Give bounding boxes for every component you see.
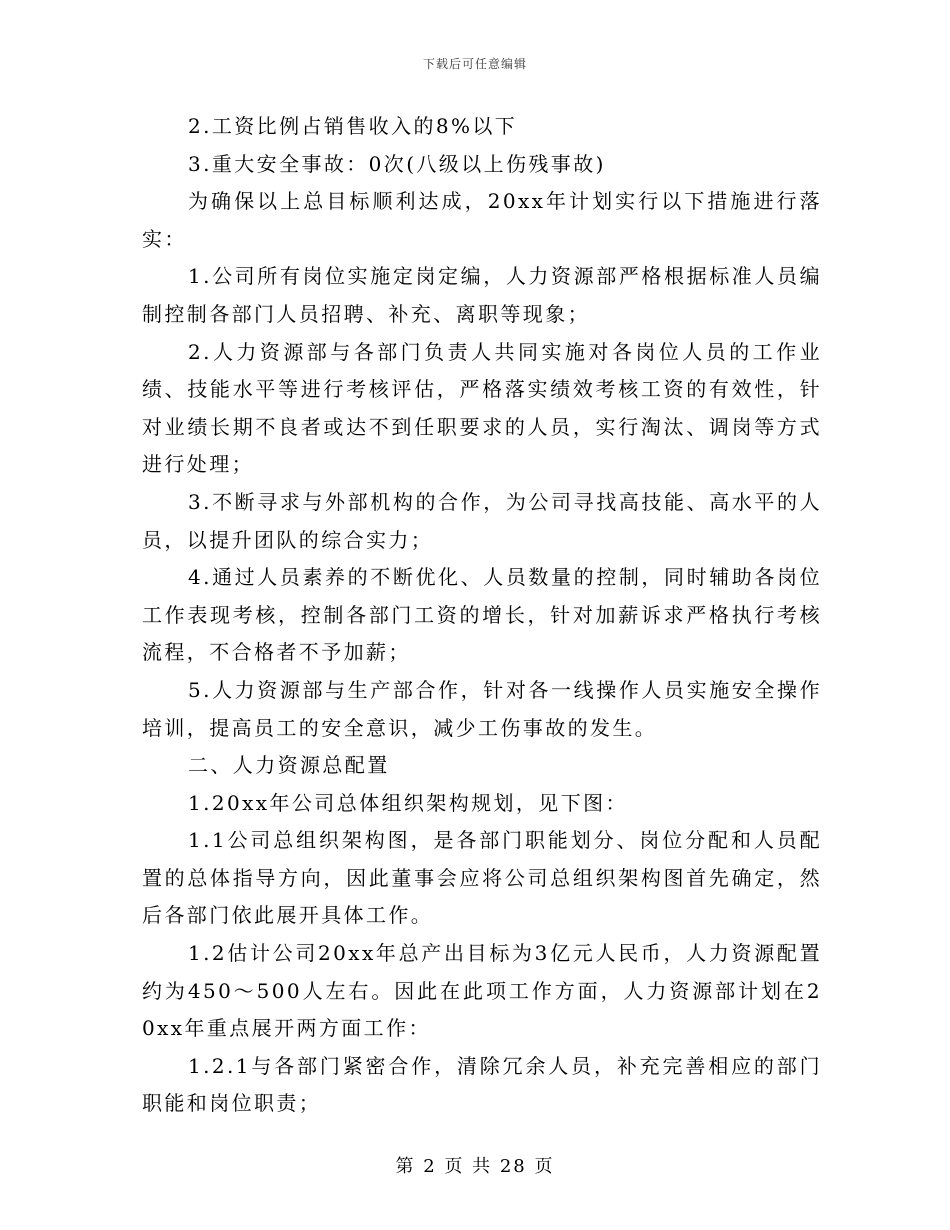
- paragraph: 为确保以上总目标顺利达成，20xx年计划实行以下措施进行落实：: [142, 189, 822, 251]
- paragraph: 1.公司所有岗位实施定岗定编，人力资源部严格根据标准人员编制控制各部门人员招聘、补充、离职等现象；: [142, 264, 822, 326]
- document-body: [142, 108, 822, 1123]
- paragraph: 1.2.1与各部门紧密合作，清除冗余人员，补充完善相应的部门职能和岗位职责；: [142, 1053, 822, 1116]
- paragraph: 2.人力资源部与各部门负责人共同实施对各岗位人员的工作业绩、技能水平等进行考核评估，严格落实绩效考核工资的有效性，针对业绩长期不良者或达不到任职要求的人员，实行淘汰、调岗等方式进行处理；: [142, 339, 822, 477]
- paragraph: 3.重大安全事故：0次(八级以上伤残事故): [188, 151, 606, 176]
- paragraph: 5.人力资源部与生产部合作，针对各一线操作人员实施安全操作培训，提高员工的安全意识，减少工伤事故的发生。: [142, 677, 822, 740]
- page-header: 下载后可任意编辑: [422, 57, 527, 71]
- page-number-footer: 第 2 页 共 28 页: [395, 1156, 555, 1177]
- section-heading: 二、人力资源总配置: [188, 753, 390, 778]
- paragraph: 2.工资比例占销售收入的8%以下: [188, 114, 518, 138]
- paragraph: 3.不断寻求与外部机构的合作，为公司寻找高技能、高水平的人员，以提升团队的综合实力；: [142, 489, 822, 552]
- paragraph: 1.1公司总组织架构图，是各部门职能划分、岗位分配和人员配置的总体指导方向，因此董事会应将公司总组织架构图首先确定，然后各部门依此展开具体工作。: [142, 828, 822, 928]
- paragraph: 1.20xx年公司总体组织架构规划，见下图：: [188, 790, 628, 815]
- paragraph: 1.2估计公司20xx年总产出目标为3亿元人民币，人力资源配置约为450～500人左右。因此在此项工作方面，人力资源部计划在20xx年重点展开两方面工作：: [142, 941, 822, 1041]
- paragraph: 4.通过人员素养的不断优化、人员数量的控制，同时辅助各岗位工作表现考核，控制各部门工资的增长，针对加薪诉求严格执行考核流程，不合格者不予加薪；: [142, 565, 822, 665]
